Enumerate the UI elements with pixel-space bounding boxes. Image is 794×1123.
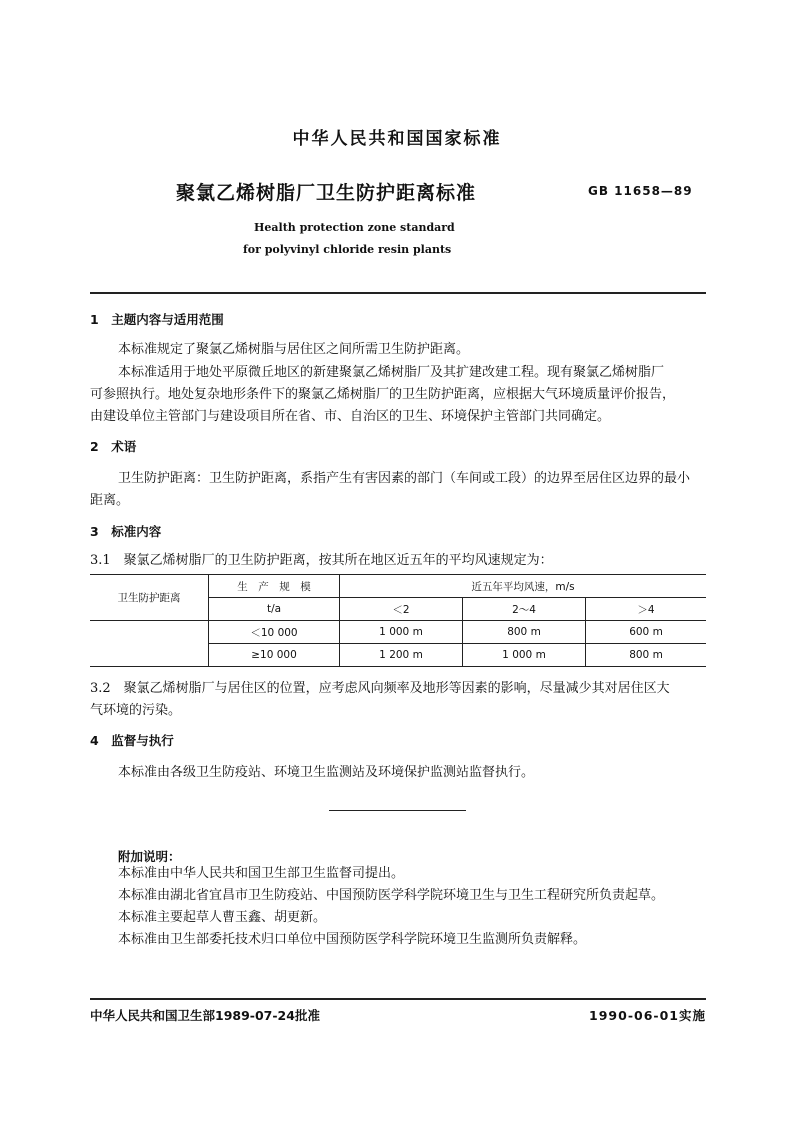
distance-value: 1 000 m [502,649,546,661]
scale-header: 生 产 规 模 [237,580,311,593]
distance-value: 1 000 m [379,626,423,638]
section-3-heading: 3 标准内容 [90,524,162,539]
wind-col-cell [340,598,463,621]
section-4-heading: 4 监督与执行 [90,733,174,748]
footer-divider [90,998,706,1000]
english-title-line-1: Health protection zone standard [254,221,455,234]
distance-cell [586,621,707,644]
distance-cell [340,621,463,644]
wind-header-cell [340,575,707,598]
section-2-paragraph-line-1: 卫生防护距离：卫生防护距离，系指产生有害因素的部门（车间或工段）的边界至居住区边界的最小 [118,471,691,486]
wind-col-label: 2～4 [512,603,536,616]
wind-header: 近五年平均风速，m/s [471,580,575,593]
wind-col-cell [463,598,586,621]
note-line: 本标准主要起草人曹玉鑫、胡更新。 [118,910,327,925]
section-1-paragraph-1: 本标准规定了聚氯乙烯树脂与居住区之间所需卫生防护距离。 [118,342,470,357]
distance-cell [463,621,586,644]
section-1-paragraph-2-line-2: 可参照执行。地处复杂地形条件下的聚氯乙烯树脂厂的卫生防护距离，应根据大气环境质量评价报告， [90,387,676,402]
section-2-paragraph-line-2: 距离。 [90,493,130,508]
section-1-paragraph-2-line-3: 由建设单位主管部门与建设项目所在省、市、自治区的卫生、环境保护主管部门共同确定。 [90,409,611,424]
distance-cell [340,644,463,667]
distance-value: 800 m [507,626,541,638]
approval-date: 中华人民共和国卫生部1989-07-24批准 [90,1008,320,1023]
clause-3-2-line-1: 3.2 聚氯乙烯树脂厂与居住区的位置，应考虑风向频率及地形等因素的影响，尽量减少其对居住区大 [90,681,670,696]
note-line: 本标准由卫生部委托技术归口单位中国预防医学科学院环境卫生监测所负责解释。 [118,932,587,947]
scale-value: ＜10 000 [250,626,298,639]
scale-value: ≥10 000 [251,649,297,661]
scale-cell [209,644,340,667]
notes-heading: 附加说明： [118,849,181,864]
issuing-org: 中华人民共和国国家标准 [292,129,502,149]
row-label-spacer [90,621,209,667]
header-divider [90,292,706,294]
section-2-heading: 2 术语 [90,439,137,454]
row-label-cell [90,575,209,621]
distance-value: 600 m [629,626,663,638]
scale-unit-cell [209,598,340,621]
table-row [90,621,706,644]
wind-col-label: ＞4 [637,603,655,616]
clause-3-2-line-2: 气环境的污染。 [90,703,182,718]
distance-value: 800 m [629,649,663,661]
section-1-paragraph-2-line-1: 本标准适用于地处平原微丘地区的新建聚氯乙烯树脂厂及其扩建改建工程。现有聚氯乙烯树脂厂 [118,365,665,380]
section-4-paragraph: 本标准由各级卫生防疫站、环境卫生监测站及环境保护监测站监督执行。 [118,765,535,780]
effective-date: 1990-06-01实施 [589,1008,706,1023]
wind-col-cell [586,598,707,621]
end-of-text-rule [329,810,466,811]
clause-3-1: 3.1 聚氯乙烯树脂厂的卫生防护距离，按其所在地区近五年的平均风速规定为： [90,553,553,568]
section-1-heading: 1 主题内容与适用范围 [90,312,224,327]
distance-cell [586,644,707,667]
scale-header-cell [209,575,340,598]
english-title-line-2: for polyvinyl chloride resin plants [243,243,452,256]
protection-distance-table [90,574,706,667]
scale-unit: t/a [266,603,282,615]
scale-cell [209,621,340,644]
wind-col-label: ＜2 [392,603,410,616]
row-label: 卫生防护距离 [117,592,181,604]
standard-code: GB 11658—89 [588,184,693,198]
note-line: 本标准由中华人民共和国卫生部卫生监督司提出。 [118,866,405,881]
distance-value: 1 200 m [379,649,423,661]
note-line: 本标准由湖北省宜昌市卫生防疫站、中国预防医学科学院环境卫生与卫生工程研究所负责起草。 [118,888,665,903]
distance-cell [463,644,586,667]
standard-title: 聚氯乙烯树脂厂卫生防护距离标准 [176,182,477,204]
